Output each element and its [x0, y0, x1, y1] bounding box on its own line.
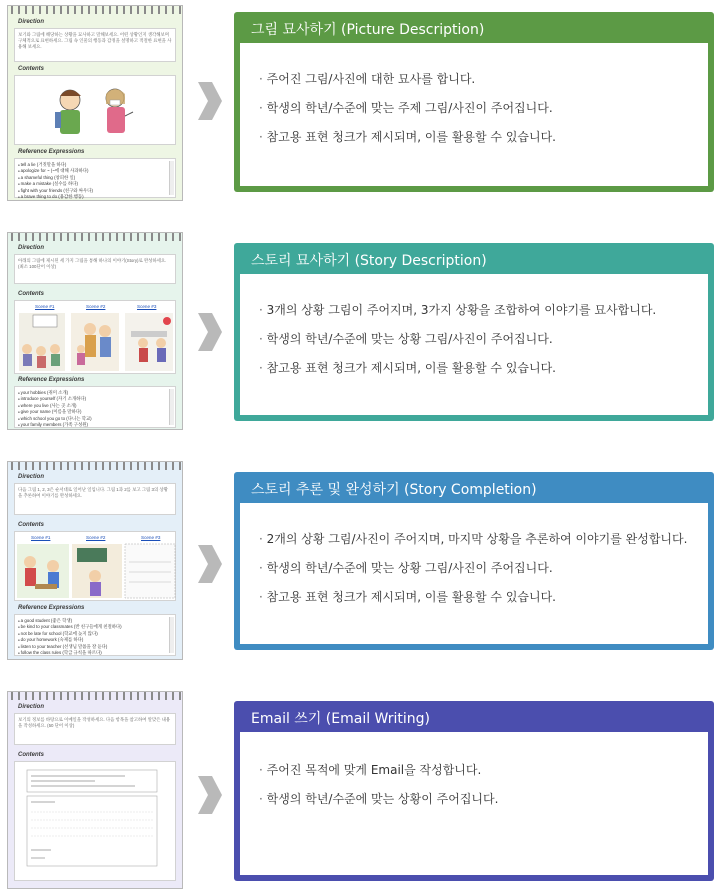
reference-scrollbar[interactable] [169, 617, 174, 653]
feature-list [259, 71, 702, 158]
reference-list [18, 390, 167, 428]
contents-label: Contents [18, 752, 44, 758]
chevron-right-icon [194, 543, 224, 585]
scene-label: Scene #3 [141, 535, 161, 540]
direction-text: 다음 그림 1, 2, 3은 순서대로 일어난 일입니다. 그림 1과 2를 보고 그림 3의 상황을 추론하여 이야기를 완성하세요. [18, 487, 168, 498]
direction-box [14, 713, 176, 745]
scene-label: Scene #1 [35, 304, 55, 309]
scene-label: Scene #2 [86, 304, 106, 309]
contents-label: Contents [18, 66, 44, 72]
direction-label: Direction [18, 704, 45, 710]
reference-item: ● where you live (사는 곳 소개) [18, 403, 167, 409]
reference-item: ● make a mistake (실수를 하다) [18, 181, 167, 187]
card-body [240, 274, 708, 415]
card-title: 스토리 추론 및 완성하기 (Story Completion) [251, 482, 537, 498]
reference-item: ● a good student (좋은 학생) [18, 618, 167, 624]
contents-box [14, 761, 176, 881]
direction-text: 보기와 그림에 해당하는 상황을 묘사하고 말해보세요. 어떤 상황인지 생각해보며 구체적으로 표현하세요. 그림 속 인물의 행동과 감정을 설명하고 적절한 표현을 사용해 보세요. [18, 32, 172, 49]
reference-item: ● a shameful thing (창피한 일) [18, 175, 167, 181]
spiral-binding [8, 232, 182, 241]
reference-item: ● follow the class rules (학급 규칙을 따르다) [18, 650, 167, 656]
chevron-right-icon [194, 774, 224, 816]
reference-box [14, 386, 176, 428]
reference-box [14, 158, 176, 198]
feature-item: · 주어진 목적에 맞게 Email을 작성합니다. [259, 762, 702, 791]
feature-item: · 참고용 표현 청크가 제시되며, 이를 활용할 수 있습니다. [259, 589, 702, 618]
reference-label: Reference Expressions [18, 149, 85, 155]
feature-item: · 주어진 그림/사진에 대한 묘사를 합니다. [259, 71, 702, 100]
picture-illustration [15, 76, 177, 146]
feature-card-story-description [234, 243, 714, 421]
chevron-right-icon [194, 311, 224, 353]
story-illustration [15, 532, 177, 602]
reference-scrollbar[interactable] [169, 389, 174, 425]
feature-item: · 2개의 상황 그림/사진이 주어지며, 마지막 상황을 추론하여 이야기를 완성합니다. [259, 531, 702, 560]
feature-card-email-writing [234, 701, 714, 881]
reference-item: ● give your name (이름을 말하다) [18, 409, 167, 415]
reference-list [18, 618, 167, 656]
direction-label: Direction [18, 245, 45, 251]
spiral-binding [8, 5, 182, 14]
reference-item: ● apologize for ~ (~에 대해 사과하다) [18, 168, 167, 174]
card-body [240, 732, 708, 875]
direction-box [14, 483, 176, 515]
reference-item: ● introduce yourself (자기 소개하다) [18, 396, 167, 402]
chevron-right-icon [194, 80, 224, 122]
direction-label: Direction [18, 19, 45, 25]
card-title: Email 쓰기 (Email Writing) [251, 711, 431, 727]
reference-item: ● listen to your teacher (선생님 말씀을 잘 듣다) [18, 644, 167, 650]
feature-item: · 학생의 학년/수준에 맞는 상황 그림/사진이 주어집니다. [259, 560, 702, 589]
reference-item: ● tell a lie (거짓말을 하다) [18, 162, 167, 168]
reference-item: ● a brave thing to do (용감한 행동) [18, 194, 167, 200]
reference-item: ● which school you go to (다니는 학교) [18, 416, 167, 422]
story-illustration [15, 301, 177, 375]
contents-label: Contents [18, 522, 44, 528]
direction-text: 보기의 정보를 바탕으로 이메일을 작성하세요. 다음 항목을 참고하여 알맞은 내용을 작성하세요. (50 단어 이상) [18, 717, 171, 728]
worksheet-thumbnail[interactable] [7, 232, 183, 430]
worksheet-thumbnail[interactable] [7, 5, 183, 201]
reference-item: ● fight with your friends (친구와 싸우다) [18, 188, 167, 194]
scene-label: Scene #2 [86, 535, 106, 540]
worksheet-thumbnail[interactable] [7, 461, 183, 660]
feature-card-picture-description [234, 12, 714, 192]
contents-box [14, 75, 176, 145]
reference-item: ● do your homework (숙제를 하다) [18, 637, 167, 643]
spiral-binding [8, 461, 182, 470]
contents-label: Contents [18, 291, 44, 297]
reference-item: ● your hobbies (취미 소개) [18, 390, 167, 396]
direction-label: Direction [18, 474, 45, 480]
card-body [240, 503, 708, 644]
spiral-binding [8, 691, 182, 700]
contents-box [14, 300, 176, 374]
contents-box [14, 531, 176, 601]
scene-label: Scene #3 [137, 304, 157, 309]
feature-item: · 학생의 학년/수준에 맞는 상황이 주어집니다. [259, 791, 702, 820]
worksheet-thumbnail[interactable] [7, 691, 183, 889]
reference-item: ● not be late for school (학교에 늦지 않다) [18, 631, 167, 637]
reference-scrollbar[interactable] [169, 161, 174, 195]
feature-card-story-completion [234, 472, 714, 650]
card-title: 스토리 묘사하기 (Story Description) [251, 253, 487, 269]
feature-item: · 3개의 상황 그림이 주어지며, 3가지 상황을 조합하여 이야기를 묘사합니다. [259, 302, 702, 331]
scene-label: Scene #1 [31, 535, 51, 540]
feature-item: · 학생의 학년/수준에 맞는 상황 그림/사진이 주어집니다. [259, 331, 702, 360]
feature-list [259, 302, 702, 389]
feature-item: · 학생의 학년/수준에 맞는 주제 그림/사진이 주어집니다. [259, 100, 702, 129]
feature-list [259, 531, 702, 618]
feature-item: · 참고용 표현 청크가 제시되며, 이를 활용할 수 있습니다. [259, 360, 702, 389]
reference-list [18, 162, 167, 200]
reference-item: ● be kind to your classmates (반 친구들에게 친절하다) [18, 624, 167, 630]
email-form-illustration [15, 762, 177, 882]
card-body [240, 43, 708, 186]
direction-box [14, 254, 176, 284]
reference-item: ● your family members (가족 구성원) [18, 422, 167, 428]
card-title: 그림 묘사하기 (Picture Description) [251, 22, 485, 38]
feature-item: · 참고용 표현 청크가 제시되며, 이를 활용할 수 있습니다. [259, 129, 702, 158]
reference-box [14, 614, 176, 656]
feature-list [259, 762, 702, 820]
direction-text: 아래의 그림에 제시된 세 가지 그림을 통해 하나의 이야기(Story)로 완성하세요. (최소 100단어 이상) [18, 258, 167, 269]
reference-label: Reference Expressions [18, 377, 85, 383]
direction-box [14, 28, 176, 62]
reference-label: Reference Expressions [18, 605, 85, 611]
